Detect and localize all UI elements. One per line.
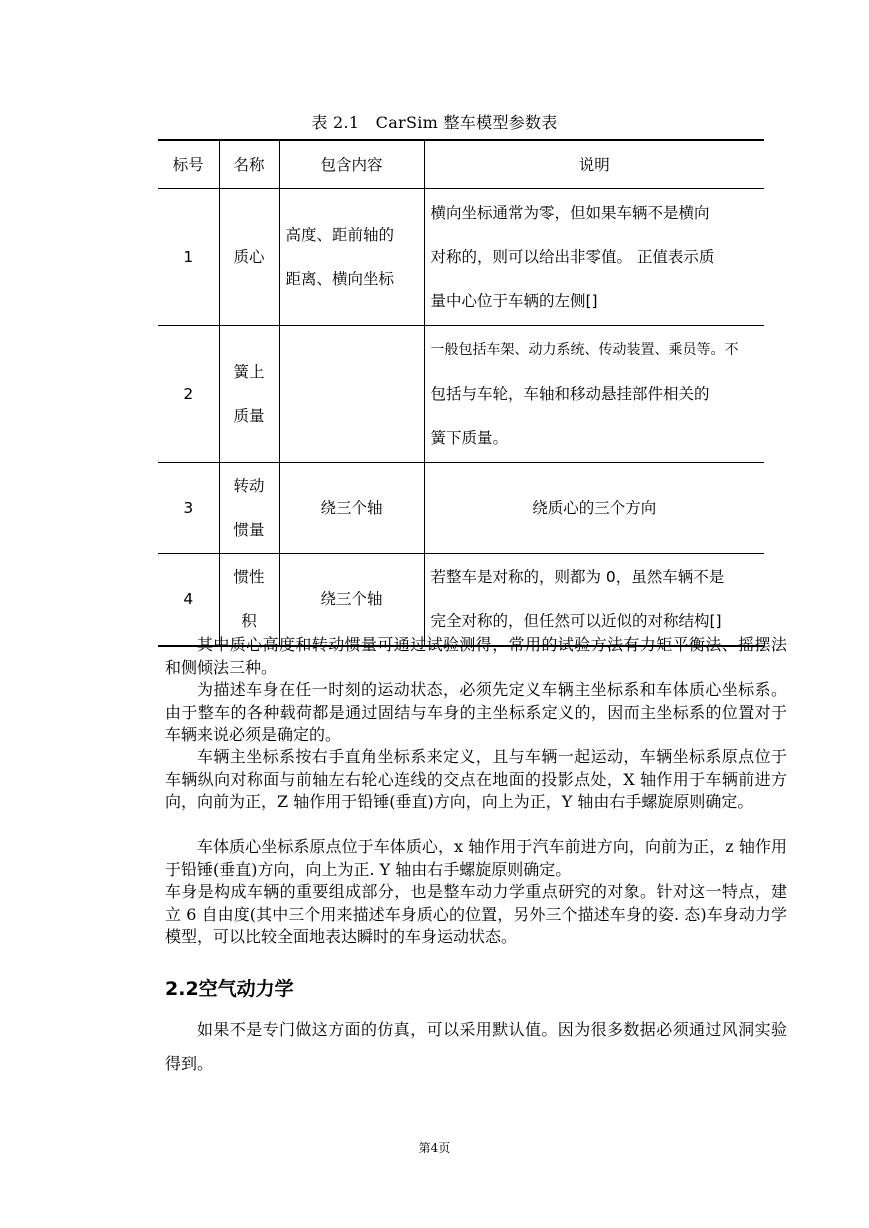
row-name [219, 554, 279, 646]
row-content: 绕三个轴 [279, 463, 424, 554]
table-row [158, 189, 764, 326]
section-paragraph: 如果不是专门做这方面的仿真，可以采用默认值。因为很多数据必须通过风洞实验得到。 [165, 1020, 787, 1073]
row-name [219, 189, 279, 326]
table-header-row [158, 140, 764, 189]
row-description-line: 横向坐标通常为零，但如果车辆不是横向 [430, 204, 710, 222]
row-number: 4 [158, 554, 219, 646]
row-description-line: 完全对称的，但任然可以近似的对称结构[] [430, 612, 722, 631]
row-description-line: 包括与车轮，车轴和移动悬挂部件相关的 [430, 385, 710, 403]
page-number: 第4页 [418, 1141, 451, 1155]
row-number: 2 [158, 326, 219, 463]
section-heading: 2.2空气动力学 [165, 978, 294, 1000]
row-name-line: 惯量 [233, 521, 265, 539]
body-paragraph: 为描述车身在任一时刻的运动状态，必须先定义车辆主坐标系和车体质心坐标系。由于整车的各种载荷都是通过固结与车身的主坐标系定义的，因而主坐标系的位置对于车辆来说必须是确定的。 [165, 680, 787, 744]
parameter-table [158, 139, 764, 647]
row-name-line: 质量 [233, 407, 265, 425]
row-description-line: 若整车是对称的，则都为 0，虽然车辆不是 [430, 568, 725, 587]
body-paragraph: 车身是构成车辆的重要组成部分，也是整车动力学重点研究的对象。针对这一特点，建立 6 自由度(其中三个用来描述车身质心的位置，另外三个描述车身的姿. 态)车身动力学模型，可以比较全面地表达瞬时的车身运动状态。 [165, 882, 787, 946]
row-name [219, 326, 279, 463]
header-description: 说明 [424, 140, 764, 189]
body-paragraph: 车辆主坐标系按右手直角坐标系来定义，且与车辆一起运动，车辆坐标系原点位于车辆纵向对称面与前轴左右轮心连线的交点在地面的投影点处，X 轴作用于车辆前进方向，向前为正，Z 轴作用于铅锤(垂直)方向，向上为正，Y 轴由右手螺旋原则确定。 [165, 747, 787, 811]
body-paragraph: 其中质心高度和转动惯量可通过试验测得，常用的试验方法有力矩平衡法、摇摆法和侧倾法三种。 [165, 635, 787, 677]
row-description-line: 对称的，则可以给出非零值。 正值表示质 [430, 248, 715, 266]
row-number: 3 [158, 463, 219, 554]
row-content [279, 189, 424, 326]
row-content [279, 326, 424, 463]
row-description [424, 554, 764, 646]
row-number: 1 [158, 189, 219, 326]
row-description-line: 量中心位于车辆的左侧[] [430, 292, 598, 310]
header-content: 包含内容 [279, 140, 424, 189]
row-content-line: 距离、横向坐标 [285, 270, 395, 288]
row-description-line: 簧下质量。 [430, 429, 509, 447]
table-row [158, 326, 764, 463]
row-name-line: 簧上 [233, 363, 265, 381]
row-description [424, 326, 764, 463]
row-description-line: 一般包括车架、动力系统、传动装置、乘员等。不 [430, 342, 739, 358]
body-paragraph: 车体质心坐标系原点位于车体质心，x 轴作用于汽车前进方向，向前为正，z 轴作用于铅锤(垂直)方向，向上为正. Y 轴由右手螺旋原则确定。 [165, 837, 787, 879]
row-name-line: 转动 [233, 477, 265, 495]
row-description: 绕质心的三个方向 [424, 463, 764, 554]
table-row [158, 554, 764, 646]
header-number: 标号 [158, 140, 219, 189]
table-row [158, 463, 764, 554]
row-content-line: 高度、距前轴的 [285, 226, 395, 244]
row-content: 绕三个轴 [279, 554, 424, 646]
row-name-line: 积 [241, 612, 257, 631]
row-name-line: 惯性 [233, 568, 265, 587]
row-name [219, 463, 279, 554]
header-name: 名称 [219, 140, 279, 189]
row-description [424, 189, 764, 326]
table-caption: 表 2.1 CarSim 整车模型参数表 [311, 113, 558, 132]
row-name-line: 质心 [233, 248, 265, 266]
